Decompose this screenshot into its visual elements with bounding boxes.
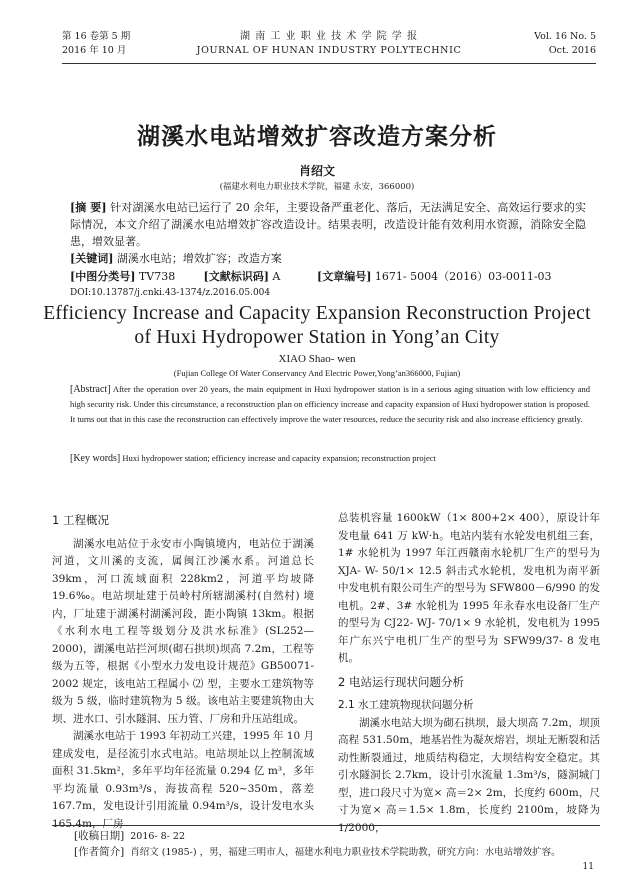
abstract-cn-label: [摘 要] bbox=[70, 201, 107, 214]
section-2-title: 2 电站运行现状问题分析 bbox=[338, 674, 464, 689]
header-date-cn: 2016 年 10 月 bbox=[62, 45, 127, 56]
article-number bbox=[317, 268, 552, 285]
header-date-en: Oct. 2016 bbox=[548, 45, 596, 56]
continued-text-spacer: 总装机容量 1600kW（1× 800+2× 400），原设计年发电量 641 万 kW·h。电站内装有水轮发电机组三套，1# 水轮机为 1997 年江西赣南水轮机厂生产的型号为 XJA- W- 50/1× 12.5 斜击式水轮机，发电机为南平新中发电机有限公司生产的型号为 SFW800－6/990 的发电机。2#、3# 水轮机为 1995 年永春水电设备厂生产的型号为 CJ22- WJ- 70/1× 9 水轮机，发电机为 1995 年广东兴宁电机厂生产的型号为 SFW99/37- 8 发电机。 bbox=[338, 512, 600, 664]
section-1-title: 1 工程概况 bbox=[52, 513, 109, 527]
keywords-en-label: [Key words] bbox=[70, 453, 121, 464]
clc-code bbox=[70, 268, 200, 285]
received-date bbox=[74, 829, 185, 844]
doc-code bbox=[204, 268, 314, 285]
footnote-rule bbox=[52, 825, 600, 826]
keywords-en-text: Huxi hydropower station; efficiency increase and capacity expansion; reconstruction project bbox=[122, 453, 436, 463]
doc-label: [文献标识码] bbox=[203, 270, 269, 283]
received-label: [收稿日期] bbox=[74, 830, 125, 842]
clc-value: TV738 bbox=[138, 270, 176, 283]
keywords-en bbox=[70, 451, 590, 466]
article-label: [文章编号] bbox=[317, 270, 372, 283]
article-value: 1671- 5004（2016）03-0011-03 bbox=[374, 270, 552, 283]
header-volume-en: Vol. 16 No. 5 bbox=[534, 31, 596, 42]
header-center bbox=[62, 30, 596, 58]
paper-title-en-line-1: Efficiency Increase and Capacity Expansion Reconstruction Project bbox=[43, 303, 591, 324]
abstract-cn-text: 针对湖溪水电站已运行了 20 余年，主要设备严重老化、落后，无法满足安全、高效运行要求的实际情况，本文介绍了湖溪水电站增效扩容改造设计。结果表明，改造设计能有效利用水资源，消除安全隐患，增效显著。 bbox=[70, 201, 586, 248]
author-cn: 肖绍文 bbox=[298, 164, 335, 178]
paper-title-en-line-2: of Huxi Hydropower Station in Yong’an City bbox=[134, 327, 500, 348]
abstract-en-text: After the operation over 20 years, the main equipment in Huxi hydropower station is in a serious aging situation with low efficiency and high security risk. Under this circumstance, a reconstruction plan on efficiency increase and capacity expansion of Huxi hydropower station is proposed. It turns out that in this case the reconstruction can effectively improve the water resources, reduce the security risk and also increase efficiency greatly. bbox=[70, 384, 590, 424]
doc-value: A bbox=[272, 270, 281, 283]
paper-title-cn: 湖溪水电站增效扩容改造方案分析 bbox=[137, 124, 497, 150]
header-right bbox=[534, 30, 596, 58]
author-bio bbox=[74, 845, 561, 860]
abstract-cn bbox=[70, 199, 586, 250]
header-journal-cn: 湖 南 工 业 职 业 技 术 学 院 学 报 bbox=[240, 31, 418, 42]
body-column-left bbox=[52, 510, 314, 833]
author-en: XIAO Shao- wen bbox=[278, 353, 356, 365]
keywords-cn-label: [关键词] bbox=[70, 252, 114, 265]
section-2-1-title: 2.1 水工建筑物现状问题分析 bbox=[338, 699, 474, 711]
author-bio-text: 肖绍文 (1985-) ，男，福建三明市人，福建水利电力职业技术学院助教，研究方向：水电站增效扩容。 bbox=[130, 847, 561, 858]
abstract-en bbox=[70, 382, 590, 427]
header-journal-en: JOURNAL OF HUNAN INDUSTRY POLYTECHNIC bbox=[196, 45, 462, 56]
page-number: 11 bbox=[582, 862, 594, 872]
author-bio-label: [作者简介] bbox=[74, 846, 125, 858]
body-column-right bbox=[338, 510, 600, 837]
header-volume-cn: 第 16 卷第 5 期 bbox=[62, 31, 131, 42]
affiliation-cn: (福建水利电力职业技术学院，福建 永安，366000) bbox=[219, 182, 415, 192]
section-1-paragraph-2 bbox=[52, 728, 314, 833]
paper-title-en bbox=[0, 302, 634, 350]
keywords-cn bbox=[70, 250, 586, 267]
received-value: 2016- 8- 22 bbox=[130, 831, 186, 842]
section-1-paragraph-2-text: 湖溪水电站于 1993 年初动工兴建，1995 年 10 月建成发电，是径流引水式电站。电站坝址以上控制流域面积 31.5km²，多年平均年径流量 0.294 亿 m³，多年平均流量 0.93m³/s，海拔高程 520~350m，落差 167.7m，发电设计引用流量 0.94m³/s，设计发电水头 165.4m，厂房 bbox=[52, 730, 314, 830]
clc-label: [中图分类号] bbox=[70, 270, 136, 283]
journal-header bbox=[62, 30, 596, 64]
keywords-cn-text: 湖溪水电站；增效扩容；改造方案 bbox=[116, 252, 282, 265]
doi: DOI:10.13787/j.cnki.43-1374/z.2016.05.004 bbox=[70, 288, 271, 298]
section-1-paragraph-1: 湖溪水电站位于永安市小陶镇境内，电站位于湖溪河道，文川溪的支流，属闽江沙溪水系。河道总长 39km，河口流域面积 228km2，河道平均坡降 19.6‰。电站坝址建于员岭村所辖湖溪村(自然村) 境内，厂址建于湖溪村湖溪河段，距小陶镇 13km。根据《水利水电工程等级划分及洪水标准》(SL252—2000)，湖溪电站拦河坝(砌石拱坝)坝高 7.2m，工程等级为五等，根据《小型水力发电设计规范》GB50071- 2002 规定，该电站工程属小 ⑵ 型，主要水工建筑物等级为 5 级，临时建筑物为 5 级。该电站主要建筑物由大坝、进水口、引水隧洞、压力管、厂房和升压站组成。 bbox=[52, 537, 314, 725]
abstract-en-label: [Abstract] bbox=[70, 384, 111, 395]
affiliation-en: (Fujian College Of Water Conservancy And Electric Power,Yong’an366000, Fujian) bbox=[173, 368, 461, 378]
section-2-1-paragraph: 湖溪水电站大坝为砌石拱坝，最大坝高 7.2m，坝顶高程 531.50m，地基岩性为凝灰熔岩，坝址无断裂和活动性断裂通过，地质结构稳定，大坝结构安全稳定。其引水隧洞长 2.7km，设计引水流量 1.3m³/s，隧洞城门型，进口段尺寸为宽× 高＝2× 2m，长度约 600m，尺寸为宽× 高＝1.5× 1.8m，长度约 2100m，坡降为 1/2000， bbox=[338, 716, 600, 834]
classification-row bbox=[70, 268, 586, 285]
